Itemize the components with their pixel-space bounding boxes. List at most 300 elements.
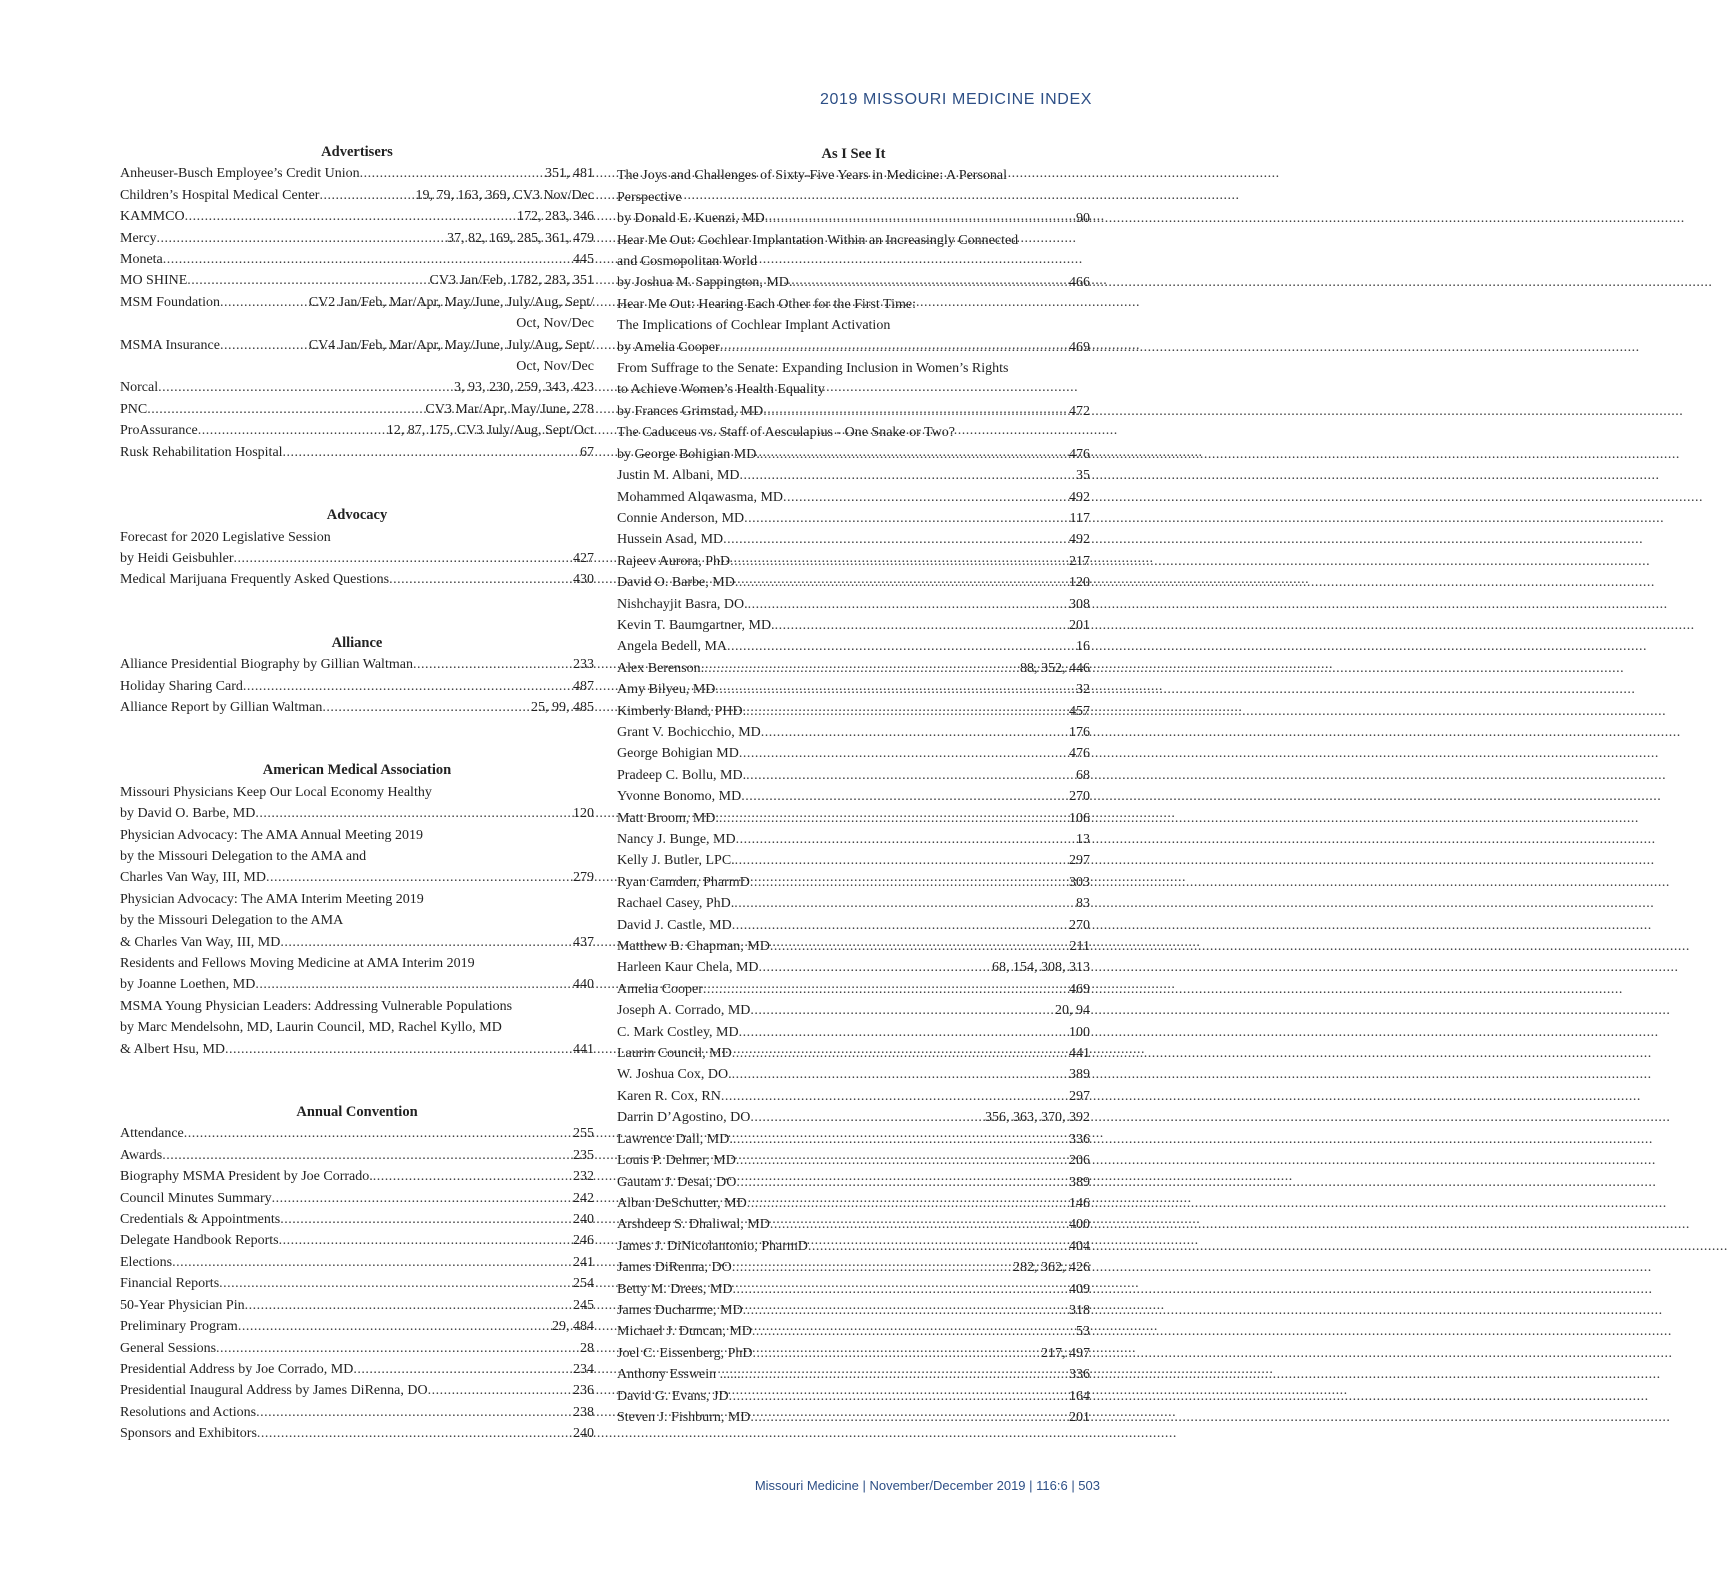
entry-text: KAMMCO: [120, 209, 185, 225]
dot-leader: [729, 1386, 1069, 1407]
entry-text: Pradeep C. Bollu, MD.: [617, 767, 747, 783]
dot-leader: [727, 636, 1076, 657]
page-numbers: 437: [573, 934, 594, 950]
index-entry: [120, 1188, 594, 1209]
entry-text: General Sessions: [120, 1340, 217, 1356]
index-entry: [617, 829, 1090, 850]
entry-text: Financial Reports: [120, 1276, 220, 1292]
page-numbers: 270: [1069, 789, 1090, 805]
index-entry: [617, 615, 1090, 636]
dot-leader: [732, 1064, 1069, 1085]
index-entry: [617, 1279, 1090, 1300]
index-entry: [617, 679, 1090, 700]
page-numbers: 492: [1069, 532, 1090, 548]
entry-text: 50-Year Physician Pin: [120, 1297, 245, 1313]
dot-leader: [719, 808, 1069, 829]
page-numbers: 297: [1069, 853, 1090, 869]
entry-text: Gautam J. Desai, DO: [617, 1174, 737, 1190]
page-numbers: 409: [1069, 1281, 1090, 1297]
dot-leader: [220, 335, 309, 356]
index-entry: [120, 803, 594, 824]
entry-text: PNC: [120, 401, 148, 417]
dot-leader: [703, 979, 1069, 1000]
entry-title-line: by the Missouri Delegation to the AMA: [120, 913, 344, 929]
entry-text: & Albert Hsu, MD: [120, 1041, 225, 1057]
entry-text: by Frances Grimstad, MD: [617, 403, 764, 419]
page-numbers: 245: [573, 1297, 594, 1313]
entry-text: Norcal: [120, 380, 159, 396]
dot-leader: [185, 206, 517, 227]
dot-leader: [413, 654, 573, 675]
entry-text: Rachael Casey, PhD.: [617, 896, 735, 912]
entry-text: MO SHINE: [120, 273, 188, 289]
page-numbers: CV3 Jan/Feb, 1782, 283, 351: [429, 273, 594, 289]
entry-text: Steven J. Fishburn, MD: [617, 1409, 751, 1425]
dot-leader: [721, 1086, 1069, 1107]
page-numbers: 29, 484: [552, 1319, 594, 1335]
index-entry: [120, 867, 594, 888]
entry-text: George Bohigian MD: [617, 746, 739, 762]
entry-text: Nishchayjit Basra, DO.: [617, 596, 748, 612]
page-numbers: 90: [1076, 211, 1090, 227]
index-entry: [120, 399, 594, 420]
entry-title-line: Residents and Fellows Moving Medicine at AMA Interim 2019: [120, 956, 475, 971]
page-numbers: 25, 99, 485: [531, 699, 594, 715]
index-entry: [120, 185, 594, 206]
page-numbers: 255: [573, 1126, 594, 1142]
entry-text: Justin M. Albani, MD: [617, 468, 740, 484]
page-numbers: 100: [1069, 1024, 1090, 1040]
page-numbers: 67: [580, 444, 594, 460]
dot-leader: [761, 722, 1069, 743]
index-entry: [617, 401, 1090, 422]
dot-leader: [319, 185, 415, 206]
index-entry: [617, 529, 1090, 550]
page-numbers: 206: [1069, 1153, 1090, 1169]
page-numbers: 487: [573, 678, 594, 694]
page-numbers: 303: [1069, 874, 1090, 890]
dot-leader: [730, 551, 1069, 572]
dot-leader: [234, 548, 573, 569]
index-entry: [120, 1338, 594, 1359]
page-numbers: 88, 352, 446: [1020, 660, 1090, 676]
entry-text: Michael J. Duncan, MD: [617, 1324, 752, 1340]
page-numbers: CV4 Jan/Feb, Mar/Apr, May/June, July/Aug, Sept/: [308, 337, 594, 353]
entry-text: Lawrence Dall, MD.: [617, 1131, 733, 1147]
page-numbers: 3, 93, 230, 259, 343, 423: [454, 380, 594, 396]
section-title: American Medical Association: [262, 762, 452, 779]
page-numbers: 20, 94: [1055, 1003, 1090, 1019]
dot-leader: [360, 163, 545, 184]
entry-text: Preliminary Program: [120, 1319, 238, 1335]
index-section: [120, 633, 594, 719]
page-numbers: 146: [1069, 1195, 1090, 1211]
entry-title-line: Physician Advocacy: The AMA Interim Meeting 2019: [120, 891, 424, 907]
index-entry: [617, 444, 1090, 465]
dot-leader: [353, 1359, 573, 1380]
dot-leader: [792, 272, 1069, 293]
entry-text: James DiRenna, DO: [617, 1260, 732, 1276]
page-numbers: 469: [1069, 339, 1090, 355]
dot-leader: [736, 829, 1076, 850]
dot-leader: [172, 1252, 573, 1273]
index-entry: [617, 1343, 1090, 1364]
index-entry: [617, 337, 1090, 358]
entry-text: Grant V. Bochicchio, MD: [617, 724, 761, 740]
entry-text: by Joanne Loethen, MD: [120, 977, 256, 993]
index-entry: [120, 163, 594, 184]
entry-text: Attendance: [120, 1126, 184, 1142]
dot-leader: [723, 529, 1069, 550]
index-entry: [617, 1064, 1090, 1085]
entry-text: Biography MSMA President by Joe Corrado.: [120, 1169, 373, 1185]
entry-text: Resolutions and Actions: [120, 1404, 257, 1420]
entry-text: by Donald E. Kuenzi, MD: [617, 211, 765, 227]
dot-leader: [765, 208, 1076, 229]
dot-leader: [741, 786, 1069, 807]
dot-leader: [704, 658, 1020, 679]
page-numbers: 120: [1069, 575, 1090, 591]
page-numbers: 336: [1069, 1131, 1090, 1147]
dot-leader: [752, 1343, 1041, 1364]
entry-text: Holiday Sharing Card: [120, 678, 243, 694]
entry-text: David O. Barbe, MD: [617, 575, 735, 591]
dot-leader: [739, 743, 1069, 764]
index-entry: [120, 420, 594, 441]
entry-text: Matt Broom, MD.: [617, 810, 719, 826]
dot-leader: [220, 292, 309, 313]
index-entry: [617, 743, 1090, 764]
index-entry: [120, 1252, 594, 1273]
entry-title-line: by Marc Mendelsohn, MD, Laurin Council, MD, Rachel Kyllo, MD: [120, 1020, 502, 1036]
dot-leader: [322, 697, 531, 718]
page-numbers: 12, 87, 175, CV3 July/Aug, Sept/Oct: [386, 423, 594, 439]
section-title: Advocacy: [326, 507, 388, 524]
page-numbers: 441: [573, 1041, 594, 1057]
index-entry: [617, 1150, 1090, 1171]
entry-text: C. Mark Costley, MD: [617, 1024, 739, 1040]
index-entry: [120, 1423, 594, 1444]
entry-text: James Ducharme, MD: [617, 1302, 743, 1318]
dot-leader: [245, 1295, 573, 1316]
page-numbers: 270: [1069, 917, 1090, 933]
index-entry: [617, 850, 1090, 871]
entry-text: Karen R. Cox, RN: [617, 1088, 721, 1104]
dot-leader: [243, 676, 573, 697]
page-numbers: 440: [573, 977, 594, 993]
dot-leader: [256, 1402, 573, 1423]
page-numbers: 176: [1069, 724, 1090, 740]
entry-text: Kevin T. Baumgartner, MD.: [617, 617, 775, 633]
dot-leader: [715, 679, 1076, 700]
page-numbers: 164: [1069, 1388, 1090, 1404]
page-numbers: 318: [1069, 1302, 1090, 1318]
page-numbers: 427: [573, 550, 594, 566]
entry-text: Presidential Inaugural Address by James DiRenna, DO: [120, 1383, 428, 1399]
dot-leader: [748, 594, 1069, 615]
page-numbers: CV2 Jan/Feb, Mar/Apr, May/June, July/Aug, Sept/: [308, 294, 594, 310]
dot-leader: [428, 1380, 573, 1401]
entry-text: Darrin D’Agostino, DO: [617, 1110, 751, 1126]
entry-text: MSMA Insurance: [120, 337, 220, 353]
entry-title-line: The Implications of Cochlear Implant Activation: [617, 318, 891, 334]
entry-text: ProAssurance: [120, 423, 198, 439]
dot-leader: [736, 1150, 1069, 1171]
entry-title-line: The Caduceus vs. Staff of Aesculapius - One Snake or Two?: [617, 425, 955, 441]
index-entry: [120, 676, 594, 697]
dot-leader: [162, 1145, 573, 1166]
entry-text: Council Minutes Summary: [120, 1190, 272, 1206]
entry-text: by Joshua M. Sappington, MD.: [617, 275, 793, 291]
page-numbers: 242: [573, 1190, 594, 1206]
dot-leader: [198, 420, 387, 441]
dot-leader: [720, 337, 1069, 358]
entry-text: Moneta: [120, 252, 163, 268]
index-section: [120, 1102, 594, 1445]
dot-leader: [750, 872, 1069, 893]
dot-leader: [740, 465, 1076, 486]
dot-leader: [783, 487, 1069, 508]
page-numbers: 466: [1069, 275, 1090, 291]
page-numbers: 254: [573, 1276, 594, 1292]
entry-text: Alliance Presidential Biography by Gillian Waltman: [120, 657, 413, 673]
page-numbers: 492: [1069, 489, 1090, 505]
index-entry: [617, 765, 1090, 786]
entry-text: Anheuser-Busch Employee’s Credit Union: [120, 166, 360, 182]
dot-leader: [759, 957, 992, 978]
dot-leader: [732, 915, 1069, 936]
index-section: [120, 142, 594, 463]
index-entry: [617, 487, 1090, 508]
index-entry: [617, 1086, 1090, 1107]
index-entry: [617, 1022, 1090, 1043]
page-numbers: 469: [1069, 981, 1090, 997]
entry-text: Rusk Rehabilitation Hospital: [120, 444, 283, 460]
index-entry: [617, 1129, 1090, 1150]
entry-text: Laurin Council, MD: [617, 1046, 732, 1062]
page-numbers: 37, 82, 169, 285, 361, 479: [447, 230, 594, 246]
page-footer: Missouri Medicine | November/December 2019 | 116:6 | 503: [754, 1478, 1100, 1493]
entry-text: Joseph A. Corrado, MD: [617, 1003, 751, 1019]
entry-text: Awards: [120, 1147, 163, 1163]
entry-text: Amelia Cooper: [617, 981, 703, 997]
page-numbers-continued: Oct, Nov/Dec: [516, 316, 594, 332]
index-entry: [617, 636, 1090, 657]
index-entry: [617, 1407, 1090, 1428]
index-entry: [617, 1107, 1090, 1128]
entry-title-line: MSMA Young Physician Leaders: Addressing Vulnerable Populations: [120, 998, 513, 1014]
page-numbers: 13: [1076, 832, 1090, 847]
entry-title-line: to Achieve Women’s Health Equality: [617, 382, 825, 398]
index-entry: [617, 701, 1090, 722]
dot-leader: [770, 936, 1070, 957]
index-entry: [617, 1236, 1090, 1257]
page-numbers: 238: [573, 1404, 594, 1420]
page-numbers: 106: [1069, 810, 1090, 826]
dot-leader: [255, 974, 573, 995]
index-entry: [617, 1193, 1090, 1214]
index-entry: [617, 936, 1090, 957]
page-numbers: 68, 154, 308, 313: [992, 960, 1090, 976]
page-numbers: 279: [573, 870, 594, 886]
page-header: 2019 MISSOURI MEDICINE INDEX: [820, 91, 1092, 108]
page-numbers: 120: [573, 806, 594, 822]
index-entry: [617, 808, 1090, 829]
entry-text: Kelly J. Butler, LPC.: [617, 853, 735, 869]
dot-leader: [280, 932, 573, 953]
index-entry: [617, 208, 1090, 229]
index-entry: [617, 872, 1090, 893]
index-entry: [617, 1214, 1090, 1235]
dot-leader: [736, 1172, 1069, 1193]
entry-text: Connie Anderson, MD: [617, 510, 745, 526]
dot-leader: [741, 1364, 1069, 1385]
entry-text: Nancy J. Bunge, MD: [617, 832, 736, 847]
section-title: Annual Convention: [296, 1104, 418, 1121]
page-numbers: 117: [1069, 510, 1090, 526]
entry-text: David G. Evans, JD: [617, 1388, 729, 1404]
entry-text: Betty M. Drees, MD: [617, 1281, 733, 1297]
index-entry: [617, 979, 1090, 1000]
index-entry: [120, 569, 594, 590]
dot-leader: [760, 444, 1069, 465]
dot-leader: [279, 1230, 573, 1251]
entry-text: Credentials & Appointments: [120, 1212, 281, 1228]
index-section: [120, 505, 594, 591]
page-numbers: 236: [573, 1383, 594, 1399]
entry-title-line: Hear Me Out: Hearing Each Other for the First Time:: [617, 296, 916, 312]
page-numbers: 441: [1069, 1046, 1090, 1062]
dot-leader: [750, 1407, 1069, 1428]
dot-leader: [389, 569, 573, 590]
page-numbers: 240: [573, 1426, 594, 1442]
entry-title-line: Forecast for 2020 Legislative Session: [120, 529, 331, 545]
left-column: [120, 142, 594, 1445]
page-numbers: 241: [573, 1254, 594, 1270]
dot-leader: [750, 1107, 985, 1128]
page-numbers: 234: [573, 1361, 594, 1377]
entry-text: Medical Marijuana Frequently Asked Questions: [120, 572, 390, 588]
index-entry: [120, 1295, 594, 1316]
page-numbers: 201: [1069, 617, 1090, 633]
entry-text: Matthew B. Chapman, MD: [617, 939, 770, 955]
index-entry: [120, 1209, 594, 1230]
entry-text: Delegate Handbook Reports: [120, 1233, 279, 1249]
dot-leader: [775, 615, 1069, 636]
dot-leader: [732, 1257, 1013, 1278]
index-entry: [617, 572, 1090, 593]
entry-text: Alban DeSchutter, MD: [617, 1195, 747, 1211]
entry-text: Mercy: [120, 230, 157, 246]
page-numbers: 308: [1069, 596, 1090, 612]
index-entry: [617, 1257, 1090, 1278]
index-entry: [617, 1364, 1090, 1385]
section-title: Alliance: [331, 634, 383, 651]
page-numbers-continued: Oct, Nov/Dec: [516, 359, 594, 375]
entry-text: Amy Bilyeu, MD: [617, 682, 716, 698]
dot-leader: [216, 1338, 580, 1359]
page-numbers: 356, 363, 370, 392: [985, 1110, 1090, 1126]
index-entry: [120, 335, 594, 356]
dot-leader: [735, 850, 1069, 871]
page-numbers: 233: [573, 657, 594, 673]
dot-leader: [750, 1000, 1055, 1021]
page-numbers: 389: [1069, 1174, 1090, 1190]
page-numbers: 16: [1076, 639, 1090, 655]
dot-leader: [739, 1022, 1069, 1043]
page-numbers: 404: [1069, 1238, 1090, 1254]
index-entry: [617, 722, 1090, 743]
index-entry: [120, 1145, 594, 1166]
dot-leader: [147, 399, 425, 420]
index-entry: [617, 1321, 1090, 1342]
index-entry: [120, 1316, 594, 1337]
index-entry: [120, 270, 594, 291]
dot-leader: [770, 1214, 1069, 1235]
page-numbers: 211: [1069, 939, 1090, 955]
index-entry: [617, 957, 1090, 978]
entry-title-line: Physician Advocacy: The AMA Annual Meeting 2019: [120, 827, 424, 843]
dot-leader: [733, 1279, 1070, 1300]
entry-text: David J. Castle, MD: [617, 917, 732, 933]
entry-text: Charles Van Way, III, MD: [120, 870, 266, 886]
section-title: As I See It: [821, 146, 886, 162]
index-entry: [617, 1300, 1090, 1321]
page-numbers: 232: [573, 1169, 594, 1185]
dot-leader: [187, 270, 429, 291]
page-numbers: 32: [1076, 682, 1090, 698]
dot-leader: [733, 1129, 1069, 1150]
index-entry: [617, 272, 1090, 293]
page-numbers: 476: [1069, 746, 1090, 762]
dot-leader: [225, 1039, 573, 1060]
page-numbers: 282, 362, 426: [1013, 1260, 1090, 1276]
entry-title-line: The Joys and Challenges of Sixty-Five Years in Medicine: A Personal: [617, 168, 1008, 184]
index-entry: [120, 1039, 594, 1060]
dot-leader: [163, 249, 573, 270]
dot-leader: [735, 572, 1069, 593]
index-entry: [120, 228, 594, 249]
page-numbers: 235: [573, 1147, 594, 1163]
index-section: [617, 144, 1090, 1428]
page-numbers: 53: [1076, 1324, 1090, 1340]
index-entry: [120, 377, 594, 398]
index-entry: [617, 658, 1090, 679]
entry-text: Hussein Asad, MD: [617, 532, 724, 548]
index-entry: [120, 1230, 594, 1251]
index-entry: [120, 1359, 594, 1380]
index-entry: [120, 654, 594, 675]
entry-text: by George Bohigian MD.: [617, 446, 760, 462]
dot-leader: [747, 1193, 1069, 1214]
entry-text: W. Joshua Cox, DO.: [617, 1067, 732, 1083]
index-entry: [617, 1000, 1090, 1021]
entry-text: Ryan Camden, PharmD: [617, 874, 750, 890]
page-numbers: 217: [1069, 553, 1090, 569]
entry-title-line: From Suffrage to the Senate: Expanding Inclusion in Women’s Rights: [617, 361, 1009, 377]
page-numbers: 476: [1069, 446, 1090, 462]
dot-leader: [257, 1423, 573, 1444]
page-numbers: 297: [1069, 1088, 1090, 1104]
dot-leader: [255, 803, 573, 824]
index-entry: [120, 974, 594, 995]
dot-leader: [373, 1166, 573, 1187]
dot-leader: [734, 893, 1076, 914]
page-numbers: 201: [1069, 1409, 1090, 1425]
index-entry: [120, 442, 594, 463]
page-numbers: 246: [573, 1233, 594, 1249]
index-entry: [120, 932, 594, 953]
